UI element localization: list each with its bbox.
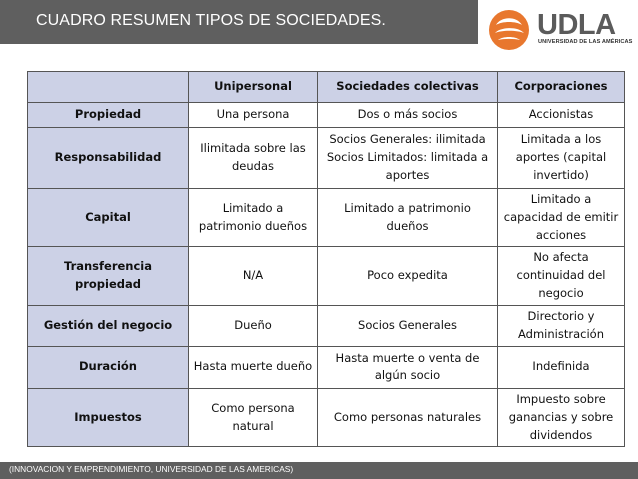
udla-logo bbox=[488, 9, 633, 51]
logo-subtitle: UNIVERSIDAD DE LAS AMÉRICAS bbox=[538, 39, 633, 45]
table-row bbox=[28, 247, 625, 305]
table-cell: Indefinida bbox=[498, 346, 625, 388]
table-row bbox=[28, 103, 625, 128]
footer-citation: (INNOVACION Y EMPRENDIMIENTO, UNIVERSIDAD DE LAS AMERICAS) bbox=[9, 464, 294, 474]
summary-table bbox=[27, 71, 625, 447]
title-bar bbox=[0, 0, 478, 44]
corner-header bbox=[28, 72, 189, 103]
column-header-unipersonal: Unipersonal bbox=[189, 72, 318, 103]
table-cell: Hasta muerte dueño bbox=[189, 346, 318, 388]
table-row bbox=[28, 388, 625, 446]
table-cell: Limitado a patrimonio dueños bbox=[189, 189, 318, 247]
column-header-sociedades-colectivas: Sociedades colectivas bbox=[318, 72, 498, 103]
table-cell: Impuesto sobre ganancias y sobre dividendos bbox=[498, 388, 625, 446]
row-label: Gestión del negocio bbox=[28, 305, 189, 346]
row-label: Impuestos bbox=[28, 388, 189, 446]
row-label: Capital bbox=[28, 189, 189, 247]
table-cell: Como persona natural bbox=[189, 388, 318, 446]
table-row bbox=[28, 346, 625, 388]
row-label: Duración bbox=[28, 346, 189, 388]
column-header-corporaciones: Corporaciones bbox=[498, 72, 625, 103]
table-cell: Directorio y Administración bbox=[498, 305, 625, 346]
table-cell: Dos o más socios bbox=[318, 103, 498, 128]
table-cell: Dueño bbox=[189, 305, 318, 346]
table-cell: Limitado a patrimonio dueños bbox=[318, 189, 498, 247]
row-label: Responsabilidad bbox=[28, 128, 189, 189]
table-row bbox=[28, 128, 625, 189]
row-label: Propiedad bbox=[28, 103, 189, 128]
table-cell: N/A bbox=[189, 247, 318, 305]
table-cell: Ilimitada sobre las deudas bbox=[189, 128, 318, 189]
table-cell: Hasta muerte o venta de algún socio bbox=[318, 346, 498, 388]
slide-title: CUADRO RESUMEN TIPOS DE SOCIEDADES. bbox=[36, 12, 386, 29]
table-cell: No afecta continuidad del negocio bbox=[498, 247, 625, 305]
table-row bbox=[28, 305, 625, 346]
udla-logo-mark-icon bbox=[488, 9, 530, 51]
table-cell: Accionistas bbox=[498, 103, 625, 128]
row-label: Transferencia propiedad bbox=[28, 247, 189, 305]
logo-wordmark: UDLA bbox=[537, 9, 616, 41]
table-cell: Socios Generales: ilimitada Socios Limitados: limitada a aportes bbox=[318, 128, 498, 189]
table-row bbox=[28, 189, 625, 247]
table-cell: Socios Generales bbox=[318, 305, 498, 346]
table-header-row bbox=[28, 72, 625, 103]
slide-header bbox=[0, 0, 638, 62]
slide-footer bbox=[0, 462, 638, 479]
table-cell: Como personas naturales bbox=[318, 388, 498, 446]
table-cell: Limitado a capacidad de emitir acciones bbox=[498, 189, 625, 247]
table-cell: Limitada a los aportes (capital invertido) bbox=[498, 128, 625, 189]
table-cell: Poco expedita bbox=[318, 247, 498, 305]
table-cell: Una persona bbox=[189, 103, 318, 128]
